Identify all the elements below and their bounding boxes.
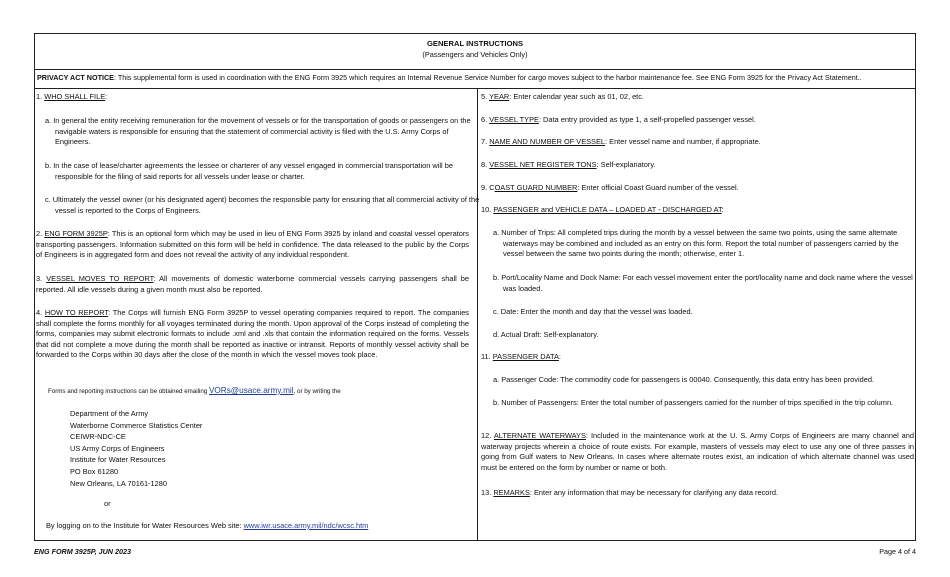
section-7: 7. NAME AND NUMBER OF VESSEL: Enter vessel name and number, if appropriate. — [481, 137, 761, 146]
page-number: Page 4 of 4 — [879, 547, 916, 556]
address-line: Waterborne Commerce Statistics Center — [70, 420, 203, 430]
contact-line: Forms and reporting instructions can be obtained emailing VORs@usace.army.mil, or by writing the — [48, 386, 341, 395]
form-number: ENG FORM 3925P, JUN 2023 — [34, 547, 131, 556]
section-10d: d. Actual Draft: Self-explanatory. — [493, 330, 599, 339]
address-line: Department of the Army — [70, 409, 149, 418]
section-9: 9. COAST GUARD NUMBER: Enter official Coast Guard number of the vessel. — [481, 183, 739, 192]
privacy-text: : This supplemental form is used in coordination with the ENG Form 3925 which requires an Internal Revenue Service Number for cargo moves subject to the harbor maintenance fee. See ENG Form 3925 for the Privacy Act Statement.. — [113, 73, 862, 82]
privacy-notice — [35, 69, 915, 89]
privacy-label: PRIVACY ACT NOTICE — [37, 73, 114, 82]
website-line: By logging on to the Institute for Water Resources Web site: www.iwr.usace.army.mil/ndc/wcsc.htm — [46, 521, 369, 530]
website-link[interactable]: www.iwr.usace.army.mil/ndc/wcsc.htm — [243, 521, 369, 530]
section-1-heading: 1. WHO SHALL FILE: — [36, 92, 108, 101]
address-line: PO Box 61280 — [70, 466, 119, 476]
section-11-heading: 11. PASSENGER DATA: — [481, 352, 561, 361]
section-11a: a. Passenger Code: The commodity code for passengers is 00040. Consequently, this data entry has been provided. — [493, 375, 874, 384]
section-1b: b. In the case of lease/charter agreements the lessee or charterer of any vessel engaged in commercial transportation will be responsible for the filing of said reports for all vessels under lease or charter. — [45, 161, 453, 181]
section-10a: a. Number of Trips: All completed trips during the month by a vessel between the same two points, using the same alternate waterways may be combined and included as an entry on this form. Report the total number of passengers carried by the vessel between the same two points during the month; otherwise, enter 1. — [493, 228, 899, 258]
section-3: 3. VESSEL MOVES TO REPORT: All movements of domestic waterborne commercial vessels carrying passengers shall be reported. All idle vessels during a given month must also be reported. — [36, 274, 469, 294]
instructions-header — [35, 34, 915, 70]
section-1c: c. Ultimately the vessel owner (or his designated agent) becomes the responsible party for ensuring that all commercial activity of the vessel is reported to the Corps of Engineers. — [45, 195, 480, 215]
page-subtitle: (Passengers and Vehicles Only) — [422, 50, 528, 59]
page-title: GENERAL INSTRUCTIONS — [426, 39, 524, 48]
section-6: 6. VESSEL TYPE: Data entry provided as type 1, a self-propelled passenger vessel. — [481, 115, 756, 124]
section-1a: a. In general the entity receiving remuneration for the movement of vessels or for the transportation of goods or passengers on the navigable waters is responsible for ensuring that the statement of commercial activity is filed with the U.S. Army Corps of Engineers. — [45, 116, 471, 146]
section-8: 8. VESSEL NET REGISTER TONS: Self-explanatory. — [481, 160, 656, 169]
address-line: New Orleans, LA 70161-1280 — [70, 478, 167, 488]
mailing-address — [70, 408, 370, 489]
section-10b: b. Port/Locality Name and Dock Name: For each vessel movement enter the port/locality name and dock name where the vessel was loaded. — [493, 273, 913, 293]
address-line: CEIWR-NDC-CE — [70, 432, 126, 442]
column-divider — [477, 88, 478, 540]
section-2: 2. ENG FORM 3925P: This is an optional form which may be used in lieu of ENG Form 3925 by inland and coastal vessel operators transporting passengers. Information submitted on this form will be held in confidence. The data released to the public by the Corps of Engineers is in aggregated form and does not reveal the activity of any individual respondent. — [36, 229, 469, 259]
section-10c: c. Date: Enter the month and day that the vessel was loaded. — [493, 307, 693, 316]
section-11b: b. Number of Passengers: Enter the total number of passengers carried for the number of trips specified in the trip column. — [493, 398, 894, 407]
email-link[interactable]: VORs@usace.army.mil — [208, 386, 294, 395]
or-text: or — [104, 499, 111, 508]
section-12: 12. ALTERNATE WATERWAYS: Included in the maintenance work at the U. S. Army Corps of Engineers are many channel and waterway projects wherein a choice of route exists. For example, masters of vessels may elect to use any one of three passes in going from Gulf waters to New Orleans. In cases where alternate routes exist, an indication of which alternate channel was used must be entered on the form by number or name or both. — [481, 431, 915, 472]
section-10-heading: 10. PASSENGER and VEHICLE DATA – LOADED AT - DISCHARGED AT: — [481, 205, 724, 214]
address-line: Institute for Water Resources — [70, 455, 166, 465]
address-line: US Army Corps of Engineers — [70, 443, 165, 453]
section-4: 4. HOW TO REPORT: The Corps will furnish ENG Form 3925P to vessel operating companies required to report. The companies shall complete the forms monthly for all voyages terminated during the month. Upon approval of the Corps instead of completing the forms, companies may submit electronic formats to include .xml and .xls that contain the information required on the forms. Vessels that did not complete a move during the month shall be reported as inactive or intransit. Reports of monthly vessel activity shall be forwarded to the Corps within 30 days after the close of the month in which the vessel moves took place. — [36, 308, 469, 359]
section-13: 13. REMARKS: Enter any information that may be necessary for clarifying any data record. — [481, 488, 779, 497]
section-5: 5. YEAR: Enter calendar year such as 01, 02, etc. — [481, 92, 644, 101]
